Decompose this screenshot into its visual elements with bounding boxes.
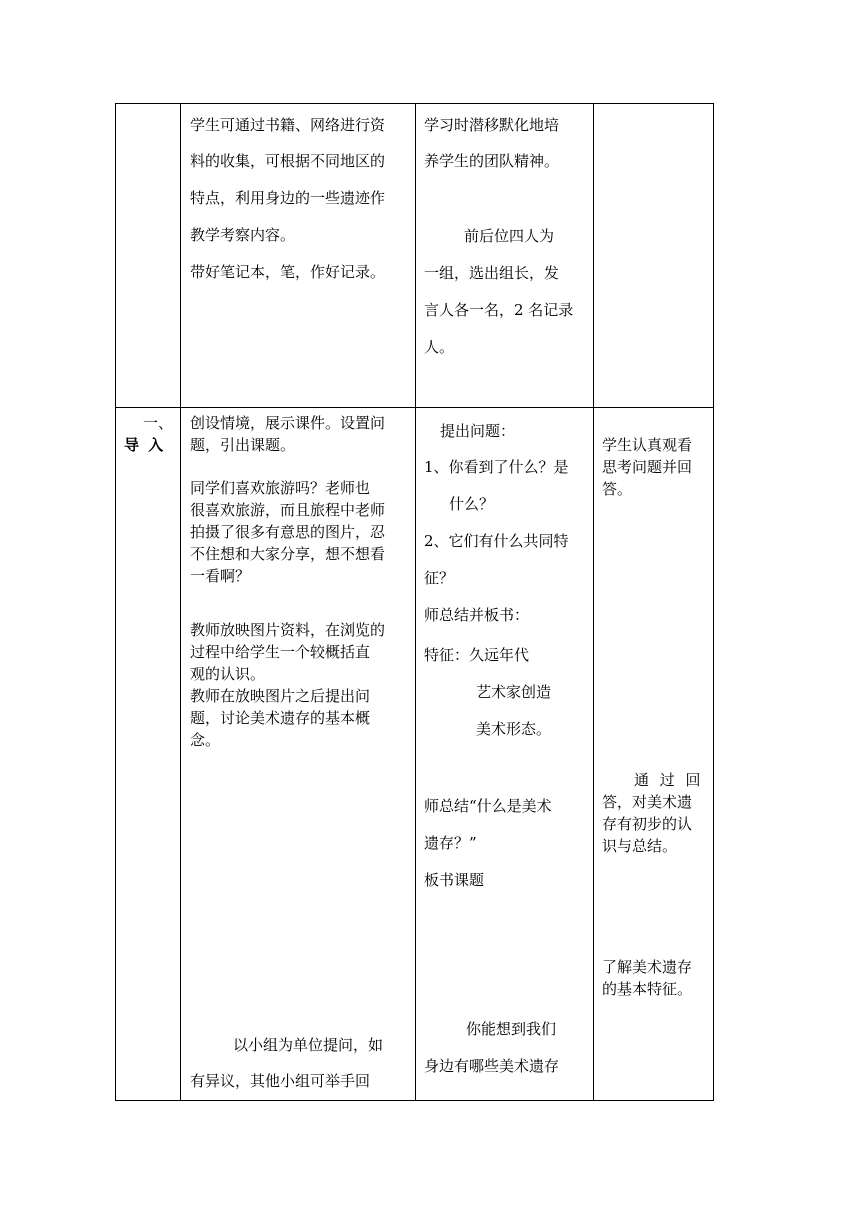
text-line: 同学们喜欢旅游吗？老师也: [190, 479, 371, 497]
text-line: 答。: [602, 480, 633, 498]
text-line: 过程中给学生一个较概括直: [190, 643, 371, 661]
text-line: 1、你看到了什么？是: [424, 458, 569, 476]
text-line: 了解美术遗存: [602, 958, 693, 976]
stage-title: 导 入: [124, 436, 166, 454]
text-line: 学习时潜移默化地培: [424, 116, 560, 134]
text-line: 美术形态。: [476, 720, 552, 738]
row1-design-cell: [416, 104, 594, 408]
row1-stage-cell: [116, 104, 181, 408]
text-line: 一看啊？: [190, 567, 251, 585]
text-line: 题，讨论美术遗存的基本概: [190, 709, 371, 727]
text-line: 一组，选出组长，发: [424, 264, 560, 282]
text-line: 学生认真观看: [602, 436, 693, 454]
text-line: 征？: [424, 569, 455, 587]
text-line: 身边有哪些美术遗存: [424, 1057, 560, 1075]
text-line: 识与总结。: [602, 837, 678, 855]
text-line: 2、它们有什么共同特: [424, 532, 569, 550]
row2-design-cell: [416, 408, 594, 1101]
row1-teacher-cell: [181, 104, 416, 408]
text-line: 以小组为单位提问，如: [233, 1036, 384, 1054]
text-line: 师总结“什么是美术: [424, 797, 552, 815]
text-line: 不住想和大家分享，想不想看: [190, 545, 386, 563]
text-line: 拍摄了很多有意思的图片，忍: [190, 523, 386, 541]
text-line: 学生可通过书籍、网络进行资: [190, 116, 386, 134]
text-line: 什么？: [449, 495, 495, 513]
text-line: 很喜欢旅游，而且旅程中老师: [190, 501, 386, 519]
text-line: 师总结并板书：: [424, 606, 530, 624]
text-line: 通 过 回: [634, 771, 704, 789]
text-line: 特点，利用身边的一些遗迹作: [190, 189, 386, 207]
text-line: 言人各一名，2 名记录: [424, 301, 574, 319]
text-line: 念。: [190, 731, 221, 749]
text-line: 前后位四人为: [464, 227, 555, 245]
text-line: 教师放映图片资料，在浏览的: [190, 621, 386, 639]
text-line: 人。: [424, 338, 455, 356]
text-line: 观的认识。: [190, 665, 266, 683]
text-line: 艺术家创造: [476, 683, 552, 701]
row2-teacher-cell: [181, 408, 416, 1101]
text-line: 特征：久远年代: [424, 646, 530, 664]
text-line: 的基本特征。: [602, 980, 693, 998]
text-line: 遗存？”: [424, 834, 477, 852]
text-line: 存有初步的认: [602, 815, 693, 833]
table-row: [116, 408, 714, 1101]
text-line: 教学考察内容。: [190, 226, 296, 244]
text-line: 提出问题：: [440, 422, 516, 440]
text-line: 料的收集，可根据不同地区的: [190, 152, 386, 170]
text-line: 教师在放映图片之后提出问: [190, 687, 371, 705]
row2-student-cell: [594, 408, 714, 1101]
table-row: [116, 104, 714, 408]
lesson-plan-table: [115, 103, 714, 1101]
text-line: 你能想到我们: [466, 1020, 557, 1038]
stage-number: 一、: [143, 414, 174, 432]
text-line: 题，引出课题。: [190, 436, 296, 454]
text-line: 答，对美术遗: [602, 793, 693, 811]
text-line: 思考问题并回: [602, 458, 693, 476]
text-line: 板书课题: [424, 871, 485, 889]
row1-student-cell: [594, 104, 714, 408]
text-line: 带好笔记本，笔，作好记录。: [190, 263, 386, 281]
text-line: 养学生的团队精神。: [424, 152, 560, 170]
text-line: 有异议，其他小组可举手回: [190, 1072, 371, 1090]
text-line: 创设情境，展示课件。设置问: [190, 414, 386, 432]
row2-stage-cell: [116, 408, 181, 1101]
